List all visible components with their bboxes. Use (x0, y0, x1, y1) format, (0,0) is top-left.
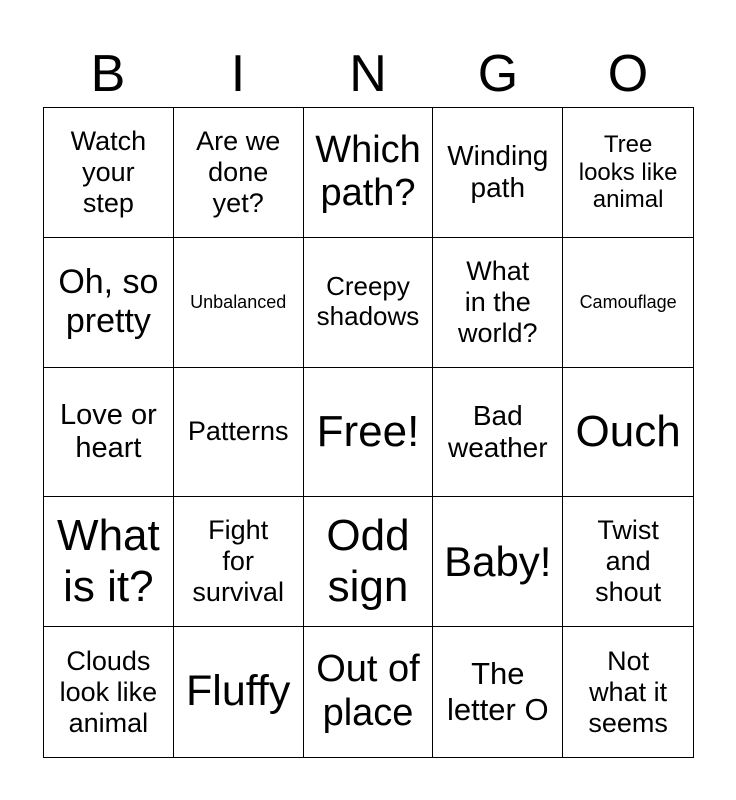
bingo-cell-label: Which path? (315, 128, 421, 215)
bingo-cell-label: Baby! (444, 537, 552, 585)
bingo-cell[interactable] (433, 368, 563, 498)
header-letter-i: I (230, 45, 246, 103)
bingo-cell[interactable] (563, 368, 693, 498)
bingo-cell[interactable] (174, 368, 304, 498)
bingo-cell[interactable] (174, 108, 304, 238)
bingo-cell-label: Patterns (187, 416, 289, 447)
bingo-cell-label: Clouds look like animal (59, 645, 158, 738)
bingo-cell-label: Twist and shout (595, 515, 662, 608)
bingo-cell-label: Bad weather (447, 399, 548, 463)
bingo-cell-label: Free! (316, 406, 420, 456)
bingo-cell-label: Camouflage (579, 291, 677, 312)
bingo-cell[interactable] (304, 238, 434, 368)
bingo-cell-label: Are we done yet? (196, 125, 281, 218)
bingo-cell[interactable] (174, 497, 304, 627)
header-letter-b: B (90, 45, 126, 103)
bingo-cell-label: What in the world? (458, 255, 538, 348)
bingo-cell-label: Love or heart (60, 398, 157, 464)
bingo-header (43, 40, 693, 108)
bingo-cell-label: Fluffy (186, 667, 291, 716)
header-letter-n: N (349, 45, 387, 103)
bingo-cell[interactable] (44, 368, 174, 498)
bingo-cell[interactable] (563, 627, 693, 757)
bingo-cell[interactable] (44, 238, 174, 368)
bingo-cell[interactable] (433, 108, 563, 238)
bingo-cell[interactable] (44, 497, 174, 627)
bingo-cell[interactable] (563, 497, 693, 627)
bingo-cell[interactable] (563, 108, 693, 238)
bingo-cell-label: Tree looks like animal (578, 131, 678, 214)
bingo-board (43, 107, 694, 758)
bingo-cell-label: Out of place (316, 648, 420, 735)
bingo-cell[interactable] (563, 238, 693, 368)
bingo-cell-label: Unbalanced (190, 291, 287, 312)
bingo-cell[interactable] (44, 108, 174, 238)
bingo-cell[interactable] (433, 497, 563, 627)
bingo-cell-label: The letter O (446, 656, 549, 728)
bingo-cell-label: What is it? (57, 511, 160, 611)
bingo-cell-label: Ouch (575, 406, 681, 456)
header-letter-o: O (607, 45, 649, 103)
bingo-cell[interactable] (44, 627, 174, 757)
bingo-cell-label: Odd sign (326, 511, 410, 611)
bingo-cell[interactable] (174, 627, 304, 757)
bingo-cell[interactable] (433, 627, 563, 757)
header-letter-g: G (477, 45, 519, 103)
bingo-cell-label: Fight for survival (192, 515, 284, 608)
bingo-cell[interactable] (304, 108, 434, 238)
bingo-cell-label: Oh, so pretty (58, 263, 159, 341)
bingo-cell-label: Winding path (447, 140, 549, 204)
bingo-cell-label: Watch your step (70, 125, 147, 218)
bingo-cell-label: Not what it seems (588, 645, 668, 738)
bingo-cell-label: Creepy shadows (316, 271, 420, 332)
bingo-cell[interactable] (433, 238, 563, 368)
bingo-cell[interactable] (304, 627, 434, 757)
bingo-cell[interactable] (304, 368, 434, 498)
bingo-cell[interactable] (174, 238, 304, 368)
bingo-cell[interactable] (304, 497, 434, 627)
